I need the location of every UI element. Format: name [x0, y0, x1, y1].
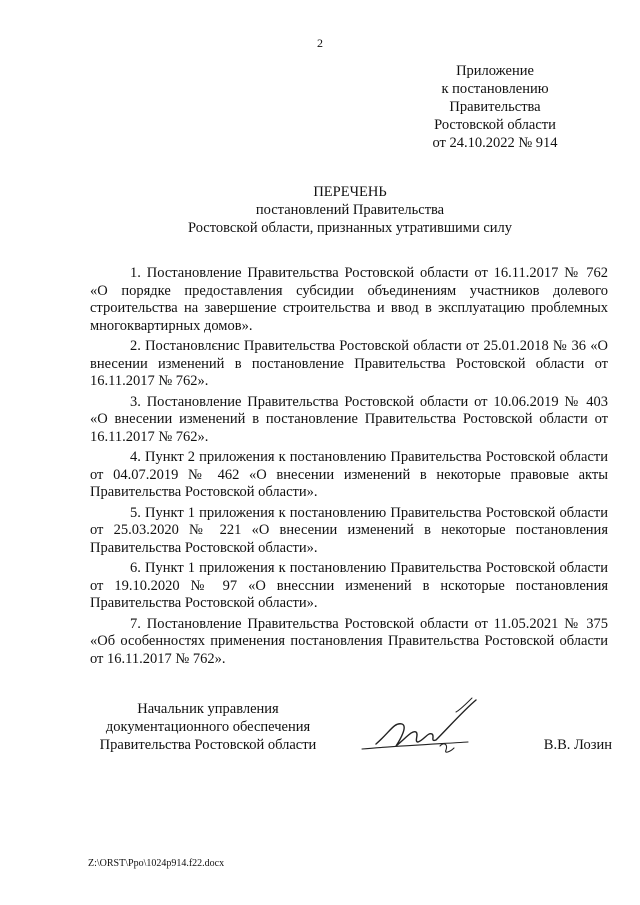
title-line: Ростовской области, признанных утратившими силу	[187, 220, 513, 236]
title-heading: ПЕРЕЧЕНЬ	[313, 184, 387, 200]
signer-title-line: Начальник управления	[137, 701, 279, 717]
signer-title-line: Правительства Ростовской области	[99, 737, 317, 753]
appendix-line: Правительства	[449, 99, 541, 115]
appendix-line: Приложение	[456, 63, 534, 79]
list-item: 6. Пункт 1 приложения к постановлению Правительства Ростовской области от 19.10.2020 № 97 «О внесснии изменений в нскоторые постановления Правительства Ростовской области».	[90, 560, 608, 611]
appendix-line: к постановлению	[441, 81, 549, 97]
items-list	[90, 265, 608, 671]
signer-title-line: документационного обеспечения	[105, 719, 311, 735]
list-item: 1. Постановление Правительства Ростовской области от 16.11.2017 № 762 «О порядке предоставления субсидии объединениям участников долевого строительства на завершение строительства и ввод в эксплуатацию проблемных многоквартирных домов».	[90, 265, 608, 334]
list-item: 3. Постановление Правительства Ростовской области от 10.06.2019 № 403 «О внесении изменений в постановление Правительства Ростовской области от 16.11.2017 № 762».	[90, 393, 608, 445]
signer-title	[88, 700, 328, 754]
title-line: постановлений Правительства	[255, 202, 445, 218]
handwritten-signature	[356, 692, 486, 762]
page-number: 2	[317, 36, 323, 50]
file-path: Z:\ORST\Ppo\1024p914.f22.docx	[88, 858, 225, 869]
list-item: 5. Пункт 1 приложения к постановлению Правительства Ростовской области от 25.03.2020 № 221 «О внесении изменений в некоторые постановления Правительства Ростовской области».	[90, 504, 608, 556]
signer-name: В.В. Лозин	[543, 737, 612, 753]
list-item: 7. Постановление Правительства Ростовской области от 11.05.2021 № 375 «Об особенностях применения постановления Правительства Ростовской области от 16.11.2017 № 762».	[90, 615, 608, 667]
document-title	[0, 183, 640, 237]
signature-area	[88, 700, 612, 770]
appendix-line: от 24.10.2022 № 914	[432, 135, 558, 151]
appendix-block	[410, 62, 580, 152]
list-item: 2. Постановлєнис Правительства Ростовской области от 25.01.2018 № 36 «О внесении изменений в постановление Правительства Ростовской области от 16.11.2017 № 762».	[90, 338, 608, 389]
list-item: 4. Пункт 2 приложения к постановлению Правительства Ростовской области от 04.07.2019 № 462 «О внесении изменений в некоторые правовые акты Правительства Ростовской области».	[90, 449, 608, 500]
appendix-line: Ростовской области	[434, 117, 556, 133]
